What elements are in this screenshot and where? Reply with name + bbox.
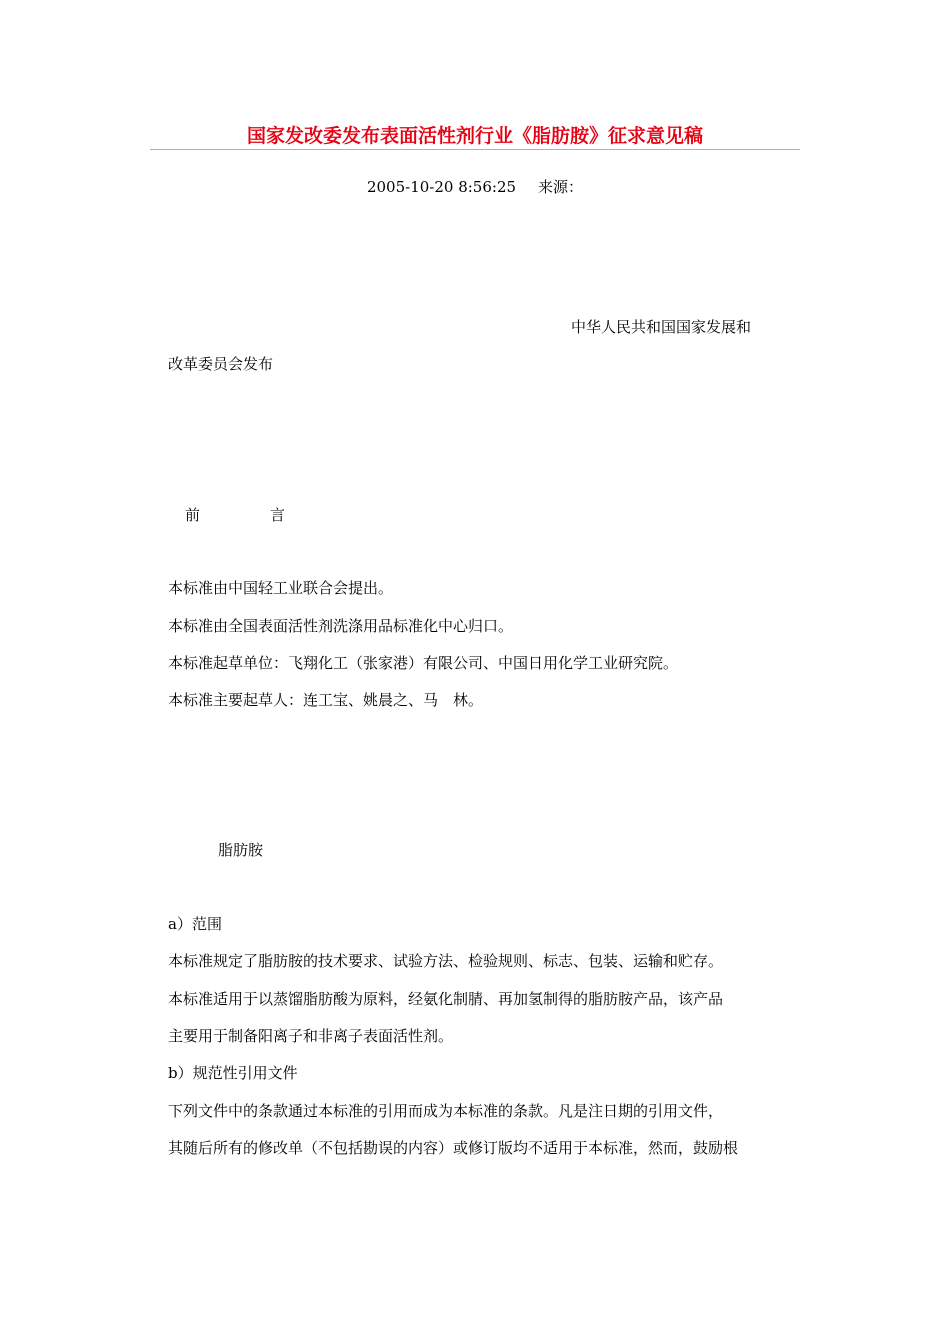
preface-line: 本标准主要起草人：连工宝、姚晨之、马 林。 [168,691,484,709]
issuer-line-1: 中华人民共和国国家发展和 [571,318,752,336]
preface-line: 本标准由全国表面活性剂洗涤用品标准化中心归口。 [168,617,514,635]
article-datetime: 2005-10-20 8:56:25 [366,178,517,196]
section-b-line: 下列文件中的条款通过本标准的引用而成为本标准的条款。凡是注日期的引用文件， [168,1102,724,1120]
section-a-line: 本标准适用于以蒸馏脂肪酸为原料，经氨化制腈、再加氢制得的脂肪胺产品，该产品 [168,990,724,1008]
standard-name: 脂肪胺 [218,841,264,859]
preface-line: 本标准起草单位：飞翔化工（张家港）有限公司、中国日用化学工业研究院。 [168,654,679,672]
section-b-line: 其随后所有的修改单（不包括勘误的内容）或修订版均不适用于本标准，然而，鼓励根 [168,1139,739,1157]
preface-heading-char-2: 言 [270,506,286,524]
article-meta [0,176,950,198]
section-b-title: b）规范性引用文件 [168,1064,298,1082]
section-a-title: a）范围 [168,915,222,933]
preface-heading-char-1: 前 [185,506,201,524]
title-divider [150,149,800,150]
article-source-label: 来源： [538,178,584,196]
section-a-line: 主要用于制备阳离子和非离子表面活性剂。 [168,1027,454,1045]
article-title: 国家发改委发布表面活性剂行业《脂肪胺》征求意见稿 [246,125,703,147]
preface-line: 本标准由中国轻工业联合会提出。 [168,579,394,597]
issuer-line-2: 改革委员会发布 [168,355,274,373]
section-a-line: 本标准规定了脂肪胺的技术要求、试验方法、检验规则、标志、包装、运输和贮存。 [168,952,724,970]
